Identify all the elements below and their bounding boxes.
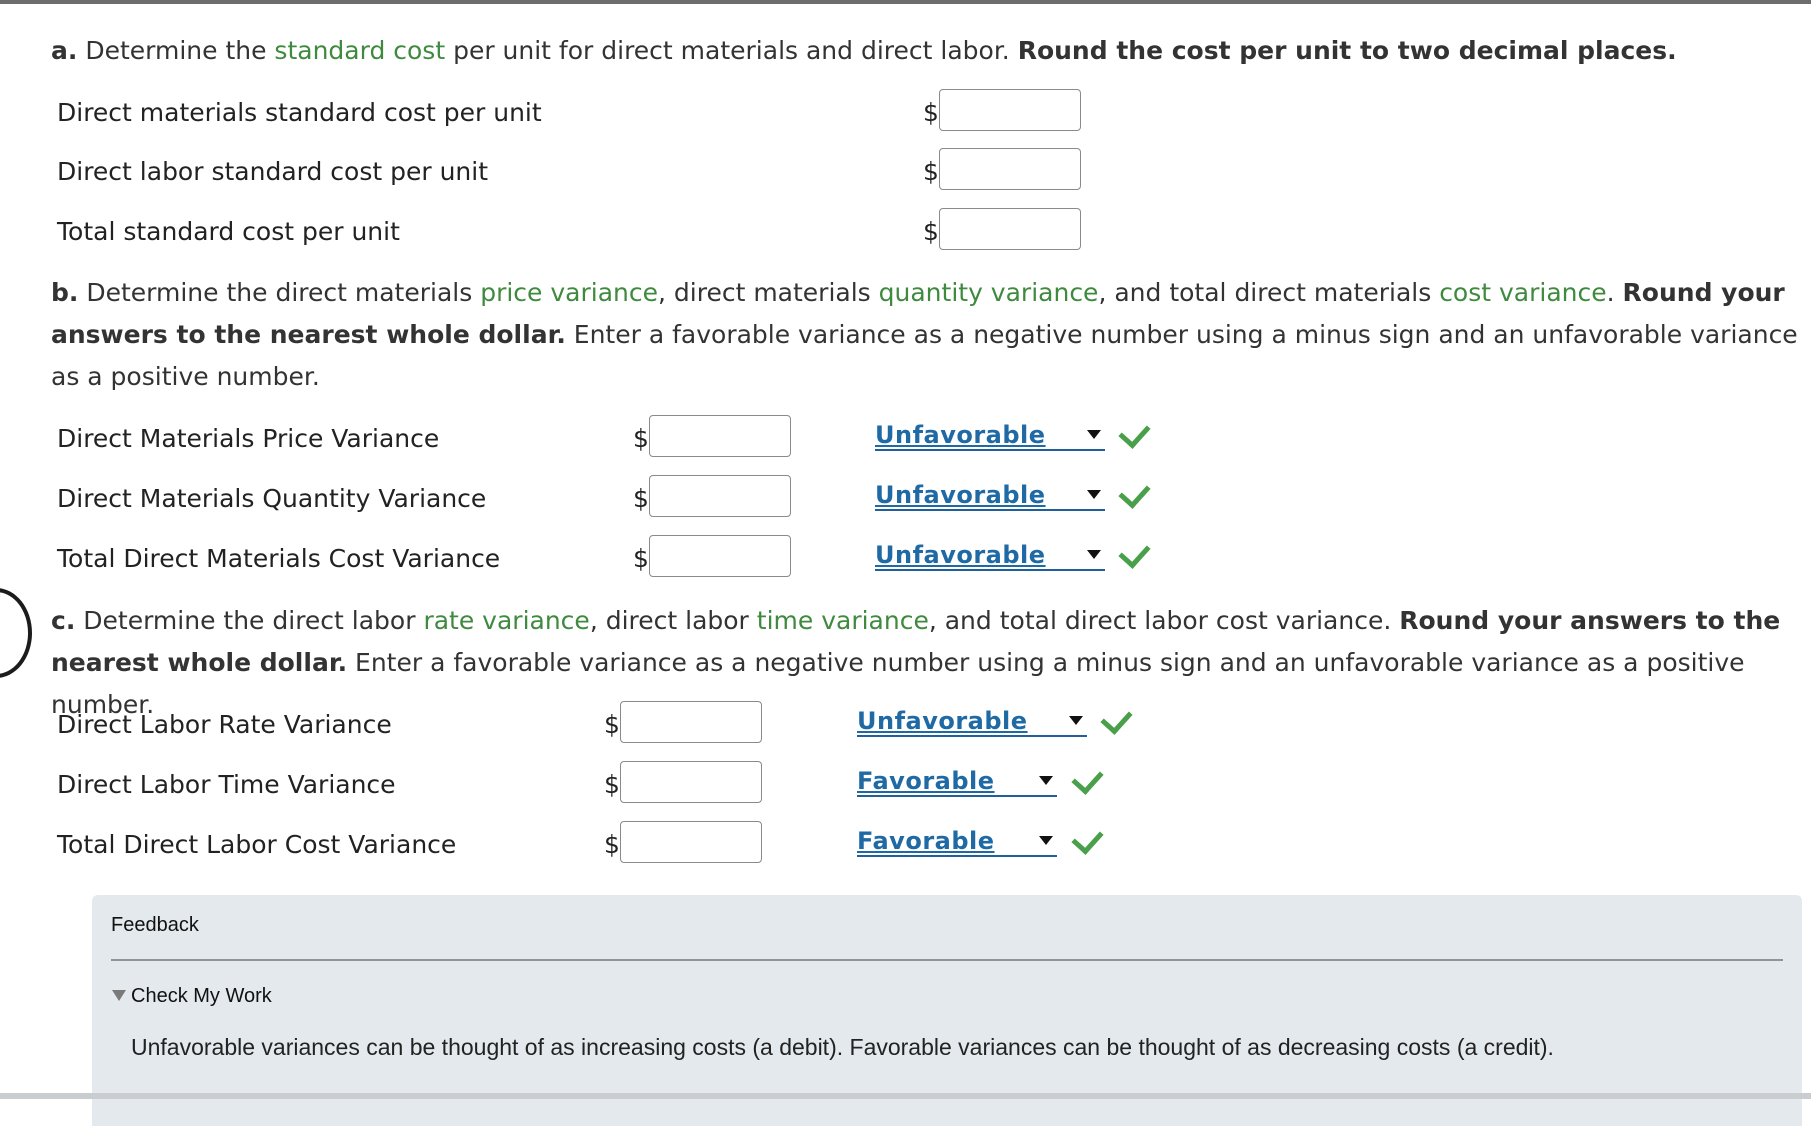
bottom-border: [0, 1093, 1811, 1099]
term-standard-cost[interactable]: standard cost: [274, 36, 446, 65]
dropdown-arrow-icon: [1087, 550, 1101, 559]
dl-time-variance-input[interactable]: [620, 761, 762, 803]
disclosure-triangle-icon[interactable]: [112, 990, 126, 1001]
check-icon: [1118, 476, 1150, 509]
dm-quantity-variance-input[interactable]: [649, 475, 791, 517]
term-price-variance[interactable]: price variance: [480, 278, 658, 307]
dm-total-cost-variance-input[interactable]: [649, 535, 791, 577]
term-rate-variance[interactable]: rate variance: [423, 606, 590, 635]
dm-quantity-variance-select[interactable]: Unfavorable: [875, 481, 1105, 511]
part-b-instructions: b. Determine the direct materials price variance, direct materials quantity variance, and total direct materials cost variance. Round your answers to the nearest whole dollar. Enter a favorable variance as a negative number using a minus sign and an unfavorable variance as a positive number.: [51, 278, 1798, 391]
dropdown-arrow-icon: [1069, 716, 1083, 725]
dl-total-cost-variance-label: Total Direct Labor Cost Variance: [57, 830, 457, 859]
dm-standard-cost-label: Direct materials standard cost per unit: [57, 98, 542, 127]
dropdown-arrow-icon: [1039, 836, 1053, 845]
total-standard-cost-label: Total standard cost per unit: [57, 217, 400, 246]
currency-symbol: $: [633, 544, 649, 573]
feedback-divider: [111, 959, 1783, 961]
currency-symbol: $: [923, 217, 939, 246]
feedback-message: Unfavorable variances can be thought of as increasing costs (a debit). Favorable variances can be thought of as decreasing costs (a credit).: [131, 1034, 1554, 1060]
dl-standard-cost-input[interactable]: [939, 148, 1081, 190]
feedback-panel: [92, 895, 1802, 1126]
dm-quantity-variance-label: Direct Materials Quantity Variance: [57, 484, 487, 513]
dropdown-arrow-icon: [1087, 490, 1101, 499]
dm-price-variance-input[interactable]: [649, 415, 791, 457]
currency-symbol: $: [604, 830, 620, 859]
part-a-instructions: a. Determine the standard cost per unit for direct materials and direct labor. Round the cost per unit to two decimal places.: [51, 36, 1677, 65]
currency-symbol: $: [633, 484, 649, 513]
check-icon: [1118, 416, 1150, 449]
total-standard-cost-input[interactable]: [939, 208, 1081, 250]
dm-total-cost-variance-select[interactable]: Unfavorable: [875, 541, 1105, 571]
dl-standard-cost-label: Direct labor standard cost per unit: [57, 157, 489, 186]
currency-symbol: $: [633, 424, 649, 453]
dropdown-arrow-icon: [1087, 430, 1101, 439]
term-cost-variance[interactable]: cost variance: [1439, 278, 1607, 307]
currency-symbol: $: [604, 710, 620, 739]
dl-rate-variance-label: Direct Labor Rate Variance: [57, 710, 392, 739]
feedback-title: Feedback: [111, 914, 199, 936]
dm-standard-cost-input[interactable]: [939, 89, 1081, 131]
dropdown-arrow-icon: [1039, 776, 1053, 785]
check-icon: [1118, 536, 1150, 569]
dm-price-variance-label: Direct Materials Price Variance: [57, 424, 440, 453]
dl-total-cost-variance-select[interactable]: Favorable: [857, 827, 1057, 857]
part-c-instructions: c. Determine the direct labor rate variance, direct labor time variance, and total direct labor cost variance. Round your answers to the nearest whole dollar. Enter a favorable variance as a negative number using a minus sign and an unfavorable variance as a positive number.: [51, 606, 1781, 719]
check-icon: [1071, 822, 1103, 855]
dl-time-variance-label: Direct Labor Time Variance: [57, 770, 396, 799]
check-icon: [1071, 762, 1103, 795]
term-time-variance[interactable]: time variance: [756, 606, 929, 635]
dl-rate-variance-select[interactable]: Unfavorable: [857, 707, 1087, 737]
dl-time-variance-select[interactable]: Favorable: [857, 767, 1057, 797]
term-quantity-variance[interactable]: quantity variance: [878, 278, 1099, 307]
cursor-arc-decoration: [0, 588, 32, 678]
dl-total-cost-variance-input[interactable]: [620, 821, 762, 863]
check-my-work-toggle[interactable]: Check My Work: [131, 985, 272, 1007]
currency-symbol: $: [923, 98, 939, 127]
dm-price-variance-select[interactable]: Unfavorable: [875, 421, 1105, 451]
currency-symbol: $: [604, 770, 620, 799]
top-border: [0, 0, 1811, 4]
dl-rate-variance-input[interactable]: [620, 701, 762, 743]
dm-total-cost-variance-label: Total Direct Materials Cost Variance: [57, 544, 501, 573]
currency-symbol: $: [923, 157, 939, 186]
